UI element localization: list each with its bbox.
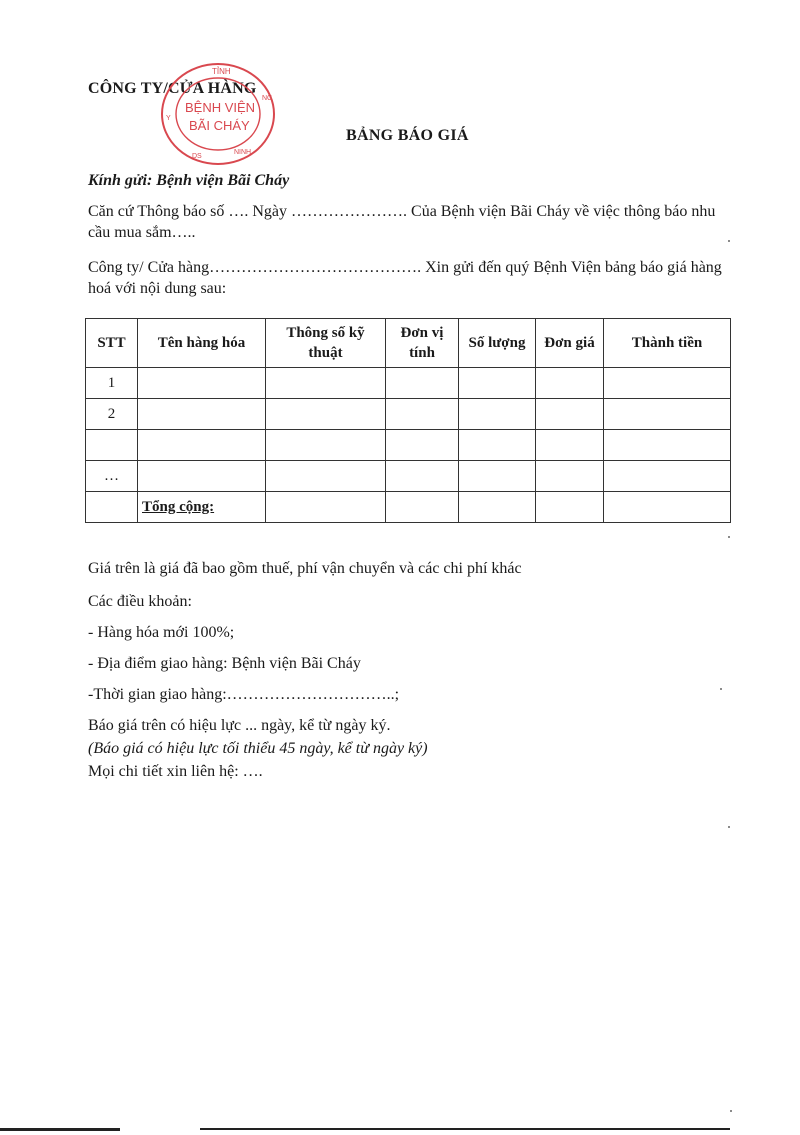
cell	[459, 399, 536, 430]
cell	[604, 368, 731, 399]
cell	[459, 430, 536, 461]
cell	[138, 399, 266, 430]
stamp-bottom-left: DS	[192, 153, 202, 160]
contact-line: Mọi chi tiết xin liên hệ: ….	[88, 763, 263, 780]
stamp-top-text: TỈNH	[212, 67, 231, 76]
stamp-bottom-right: NINH	[234, 149, 252, 156]
cell	[604, 430, 731, 461]
header-so-luong: Số lượng	[459, 319, 536, 368]
price-note: Giá trên là giá đã bao gồm thuế, phí vận chuyển và các chi phí khác	[88, 560, 522, 577]
cell	[386, 399, 459, 430]
header-thong-so: Thông số kỹ thuật	[266, 319, 386, 368]
cell	[266, 368, 386, 399]
cell	[604, 492, 731, 523]
header-stt: STT	[86, 319, 138, 368]
stamp-line1: BỆNH VIỆN	[185, 100, 256, 115]
cell	[536, 461, 604, 492]
terms-heading: Các điều khoản:	[88, 593, 192, 610]
term-delivery-time: -Thời gian giao hàng:…………………………..;	[88, 686, 400, 703]
cell	[536, 492, 604, 523]
scan-edge-mark	[200, 1128, 730, 1130]
stamp-side-right: NG	[262, 95, 273, 102]
company-name: CÔNG TY/CỬA HÀNG	[88, 80, 257, 97]
cell	[386, 461, 459, 492]
intro-paragraph: Công ty/ Cửa hàng…………………………………. Xin gửi đến quý Bệnh Viện bảng báo giá hàng hoá với nội dung sau:	[88, 259, 722, 297]
table-row	[86, 368, 731, 399]
cell	[459, 368, 536, 399]
header-thanh-tien: Thành tiền	[604, 319, 731, 368]
scan-speck	[728, 240, 730, 242]
quotation-table	[85, 318, 731, 523]
scan-speck	[728, 536, 730, 538]
scan-speck	[728, 826, 730, 828]
cell	[536, 399, 604, 430]
row-stt: 2	[86, 399, 138, 430]
reference-paragraph: Căn cứ Thông báo số …. Ngày …………………. Của Bệnh viện Bãi Cháy về việc thông báo nhu cầu mua sắm…..	[88, 203, 716, 241]
document-title: BẢNG BÁO GIÁ	[346, 127, 469, 144]
scan-speck	[720, 688, 722, 690]
header-ten-hang-hoa: Tên hàng hóa	[138, 319, 266, 368]
scan-edge-mark	[0, 1128, 120, 1131]
stamp-side-left: Y	[166, 115, 171, 122]
cell	[386, 492, 459, 523]
term-new-goods: - Hàng hóa mới 100%;	[88, 624, 235, 641]
table-row	[86, 399, 731, 430]
term-delivery-place: - Địa điểm giao hàng: Bệnh viện Bãi Cháy	[88, 655, 361, 672]
cell	[459, 492, 536, 523]
row-stt: 1	[86, 368, 138, 399]
validity-note: (Báo giá có hiệu lực tối thiểu 45 ngày, kể từ ngày ký)	[88, 740, 428, 757]
stamp-line2: BÃI CHÁY	[189, 118, 250, 133]
validity-line: Báo giá trên có hiệu lực ... ngày, kể từ ngày ký.	[88, 717, 391, 734]
cell	[266, 430, 386, 461]
table-row	[86, 461, 731, 492]
table-header-row	[86, 319, 731, 368]
total-label: Tổng cộng:	[138, 492, 266, 523]
scan-speck	[730, 1110, 732, 1112]
cell	[138, 368, 266, 399]
cell	[459, 461, 536, 492]
cell	[138, 461, 266, 492]
cell	[604, 399, 731, 430]
header-don-vi: Đơn vị tính	[386, 319, 459, 368]
row-stt: …	[86, 461, 138, 492]
header-don-gia: Đơn giá	[536, 319, 604, 368]
cell	[536, 430, 604, 461]
table-total-row	[86, 492, 731, 523]
row-stt	[86, 430, 138, 461]
cell	[386, 368, 459, 399]
recipient-line: Kính gửi: Bệnh viện Bãi Cháy	[88, 172, 290, 189]
cell	[266, 492, 386, 523]
cell	[86, 492, 138, 523]
cell	[266, 399, 386, 430]
cell	[138, 430, 266, 461]
hospital-stamp	[152, 60, 282, 170]
cell	[536, 368, 604, 399]
table-row	[86, 430, 731, 461]
cell	[266, 461, 386, 492]
cell	[604, 461, 731, 492]
cell	[386, 430, 459, 461]
